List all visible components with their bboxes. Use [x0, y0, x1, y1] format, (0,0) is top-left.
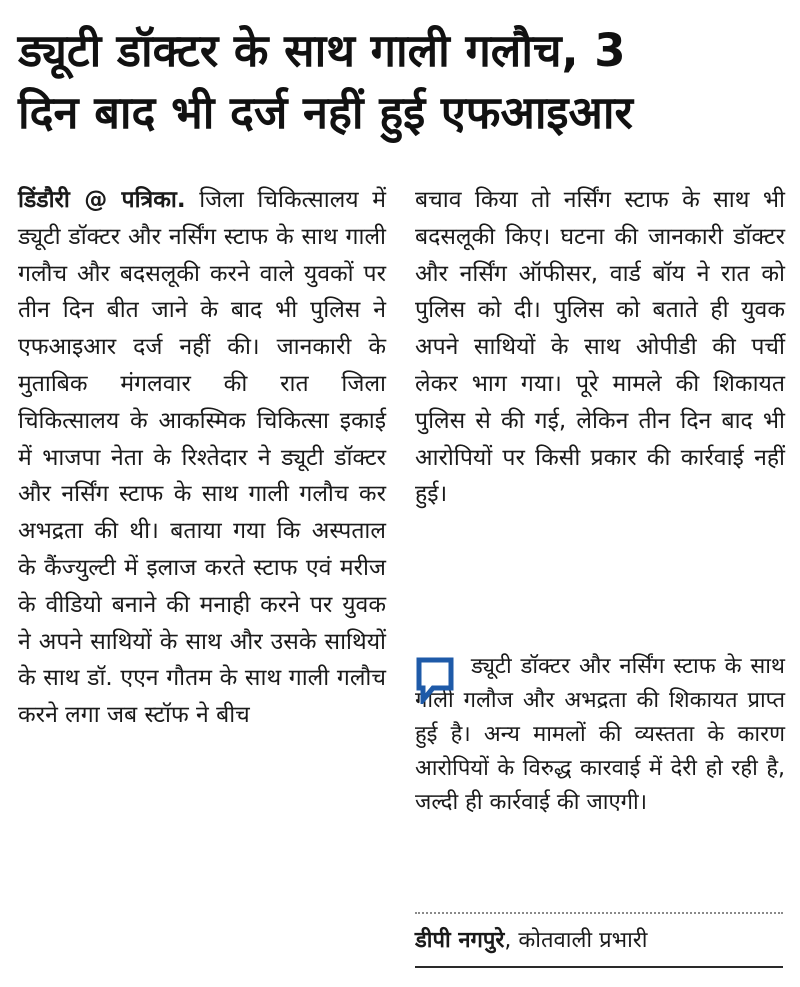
- body-text-left: जिला चिकित्सालय में ड्यूटी डॉक्टर और नर्सिंग स्टाफ के साथ गाली गलौच और बदसलूकी करने वाले युवकों पर तीन दिन बीत जाने के बाद भी पुलिस ने एफआइआर दर्ज नहीं की। जानकारी के मुताबिक मंगलवार की रात जिला चिकित्सालय के आकस्मिक चिकित्सा इकाई में भाजपा नेता के रिश्तेदार ने ड्यूटी डॉक्टर और नर्सिंग स्टाफ के साथ गाली गलौच कर अभद्रता की थी। बताया गया कि अस्पताल के कैंज्युल्टी में इलाज करते स्टाफ एवं मरीज के वीडियो बनाने की मनाही करने पर युवक ने अपने साथियों के साथ और उसके साथियों के साथ डॉ. एएन गौतम के साथ गाली गलौच करने लगा जब स्टॉफ ने बीच: [18, 187, 386, 729]
- quote-box: [415, 650, 785, 820]
- speaker-name: डीपी नगपुरे: [415, 928, 505, 953]
- speech-bubble-icon: [415, 656, 455, 704]
- quote-text: ड्यूटी डॉक्टर और नर्सिंग स्टाफ के साथ गाली गलौज और अभद्रता की शिकायत प्राप्त हुई है। अन्य मामलों की व्यस्तता के कारण आरोपियों के विरुद्ध कारवाई में देरी हो रही है, जल्दी ही कार्रवाई की जाएगी।: [415, 654, 785, 815]
- body-text-right: बचाव किया तो नर्सिंग स्टाफ के साथ भी बदसलूकी किए। घटना की जानकारी डॉक्टर और नर्सिंग ऑफीसर, वार्ड बॉय ने रात को पुलिस को दी। पुलिस को बताते ही युवक अपने साथियों के साथ ओपीडी की पर्ची लेकर भाग गया। पूरे मामले की शिकायत पुलिस से की गई, लेकिन तीन दिन बाद भी आरोपियों पर किसी प्रकार की कार्रवाई नहीं हुई।: [415, 187, 785, 508]
- quote-attribution: [415, 924, 785, 958]
- headline-line-1: ड्यूटी डॉक्टर के साथ गाली गलौच, 3: [18, 24, 626, 77]
- divider-solid: [415, 966, 783, 968]
- article-body-left-column: [18, 182, 386, 734]
- speaker-role: , कोतवाली प्रभारी: [504, 928, 648, 953]
- article-body-right-column: [415, 182, 785, 513]
- divider-dotted: [415, 912, 783, 914]
- headline-line-2: दिन बाद भी दर्ज नहीं हुई एफआइआर: [18, 86, 633, 139]
- dateline: डिंडौरी @ पत्रिका.: [18, 187, 186, 213]
- headline: [18, 20, 784, 144]
